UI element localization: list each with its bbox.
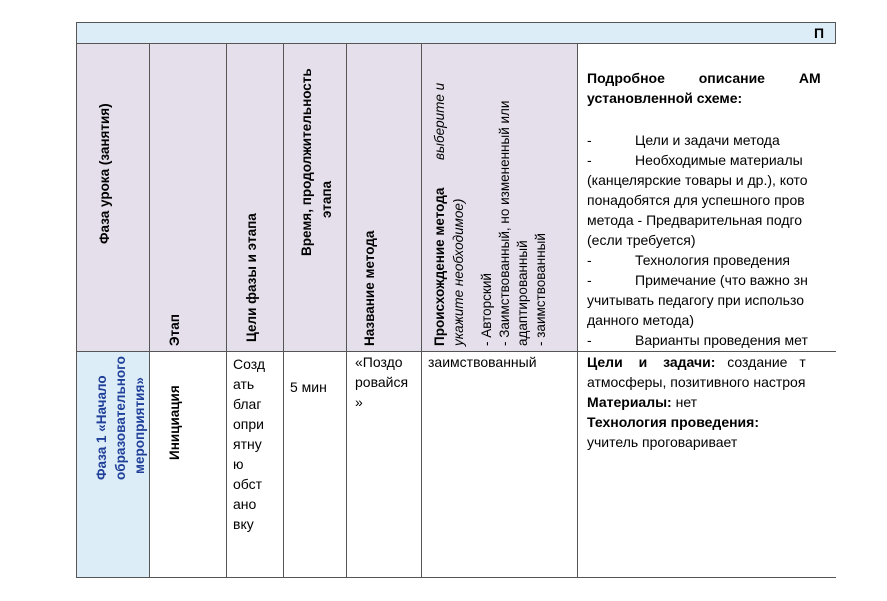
row1-goals-line: обст xyxy=(233,476,263,492)
header-origin xyxy=(422,44,578,352)
header-stage xyxy=(150,44,227,352)
row1-stage xyxy=(150,352,227,578)
header-goals-text: Цели фазы и этапа xyxy=(244,213,259,342)
header-goals xyxy=(227,44,284,352)
header-origin-title: Происхождение метода xyxy=(432,187,447,346)
row1-phase-text2: образовательного xyxy=(113,356,128,480)
row1-goals-line: Созд xyxy=(233,356,266,372)
table-top-header xyxy=(76,22,836,44)
header-origin-opt2: - Заимствованный, но измененный или xyxy=(497,100,512,346)
header-description xyxy=(578,44,836,352)
header-method-name-text: Название метода xyxy=(362,230,377,346)
row1-origin-text: заимствованный xyxy=(428,354,537,370)
header-method-name xyxy=(347,44,422,352)
row1-method-line: » xyxy=(355,394,363,410)
desc-title-line2: установленной схеме: xyxy=(587,90,743,106)
header-origin-opt4: - заимствованный xyxy=(533,233,548,346)
row1-goals xyxy=(227,352,284,578)
header-origin-opt1: - Авторский xyxy=(479,273,494,346)
row1-method-name xyxy=(347,352,422,578)
row1-time xyxy=(284,352,347,578)
desc-cont3: метода - Предварительная подго xyxy=(587,212,803,228)
row1-goals-line: опри xyxy=(233,416,264,432)
desc-cont5: учитывать педагогу при использо xyxy=(587,292,805,308)
row1-desc-goals-cont: атмосферы, позитивного настроя xyxy=(587,374,806,390)
header-time xyxy=(284,44,347,352)
desc-item-tech: - Технология проведения xyxy=(587,252,790,268)
row1-goals-line: благ xyxy=(233,396,262,412)
desc-item-variants: - Варианты проведения мет xyxy=(587,332,808,348)
desc-item-note: - Примечание (что важно зн xyxy=(587,272,808,288)
desc-cont1: (канцелярские товары и др.), кото xyxy=(587,172,808,188)
row1-phase-text3: мероприятия» xyxy=(132,377,147,474)
row1-phase xyxy=(76,352,150,578)
row1-desc-materials: Материалы: нет xyxy=(587,394,698,410)
row1-goals-line: вку xyxy=(233,516,254,532)
row1-desc-tech-label: Технология проведения: xyxy=(587,414,759,430)
header-time-line2: этапа xyxy=(319,180,334,218)
header-phase-text: Фаза урока (занятия) xyxy=(97,103,112,244)
header-origin-hint-b: укажите необходимое) xyxy=(451,198,466,346)
row1-goals-line: ать xyxy=(233,376,255,392)
methods-table xyxy=(76,22,836,578)
row1-time-text: 5 мин xyxy=(290,379,327,395)
row1-method-line: ровайся xyxy=(355,374,409,390)
desc-cont6: данного метода) xyxy=(587,312,694,328)
row1-description xyxy=(578,352,836,578)
desc-item-goals: - Цели и задачи метода xyxy=(587,132,780,148)
header-time-line1: Время, продолжительность xyxy=(299,68,314,256)
header-origin-hint-a: выберите и xyxy=(432,82,447,160)
row1-stage-text: Инициация xyxy=(167,385,182,460)
row1-method-line: «Поздо xyxy=(355,354,403,370)
row1-desc-goals: Цели и задачи: создание т xyxy=(587,354,806,370)
row1-goals-line: ю xyxy=(233,456,244,472)
desc-cont4: (если требуется) xyxy=(587,232,696,248)
row1-goals-line: ятну xyxy=(233,436,262,452)
desc-cont2: понадобятся для успешного пров xyxy=(587,192,805,208)
top-header-text: П xyxy=(814,25,825,41)
header-origin-opt3: адаптированный xyxy=(515,240,530,346)
row1-phase-text1: Фаза 1 «Начало xyxy=(94,375,109,480)
row1-desc-tech-text: учитель проговаривает xyxy=(587,434,738,450)
header-stage-label: Этап xyxy=(167,314,182,346)
desc-item-materials: - Необходимые материалы xyxy=(587,152,803,168)
row1-goals-line: ано xyxy=(233,496,257,512)
row1-origin xyxy=(422,352,578,578)
desc-title-line1: Подробное описание АМ xyxy=(587,70,821,86)
header-phase xyxy=(76,44,150,352)
